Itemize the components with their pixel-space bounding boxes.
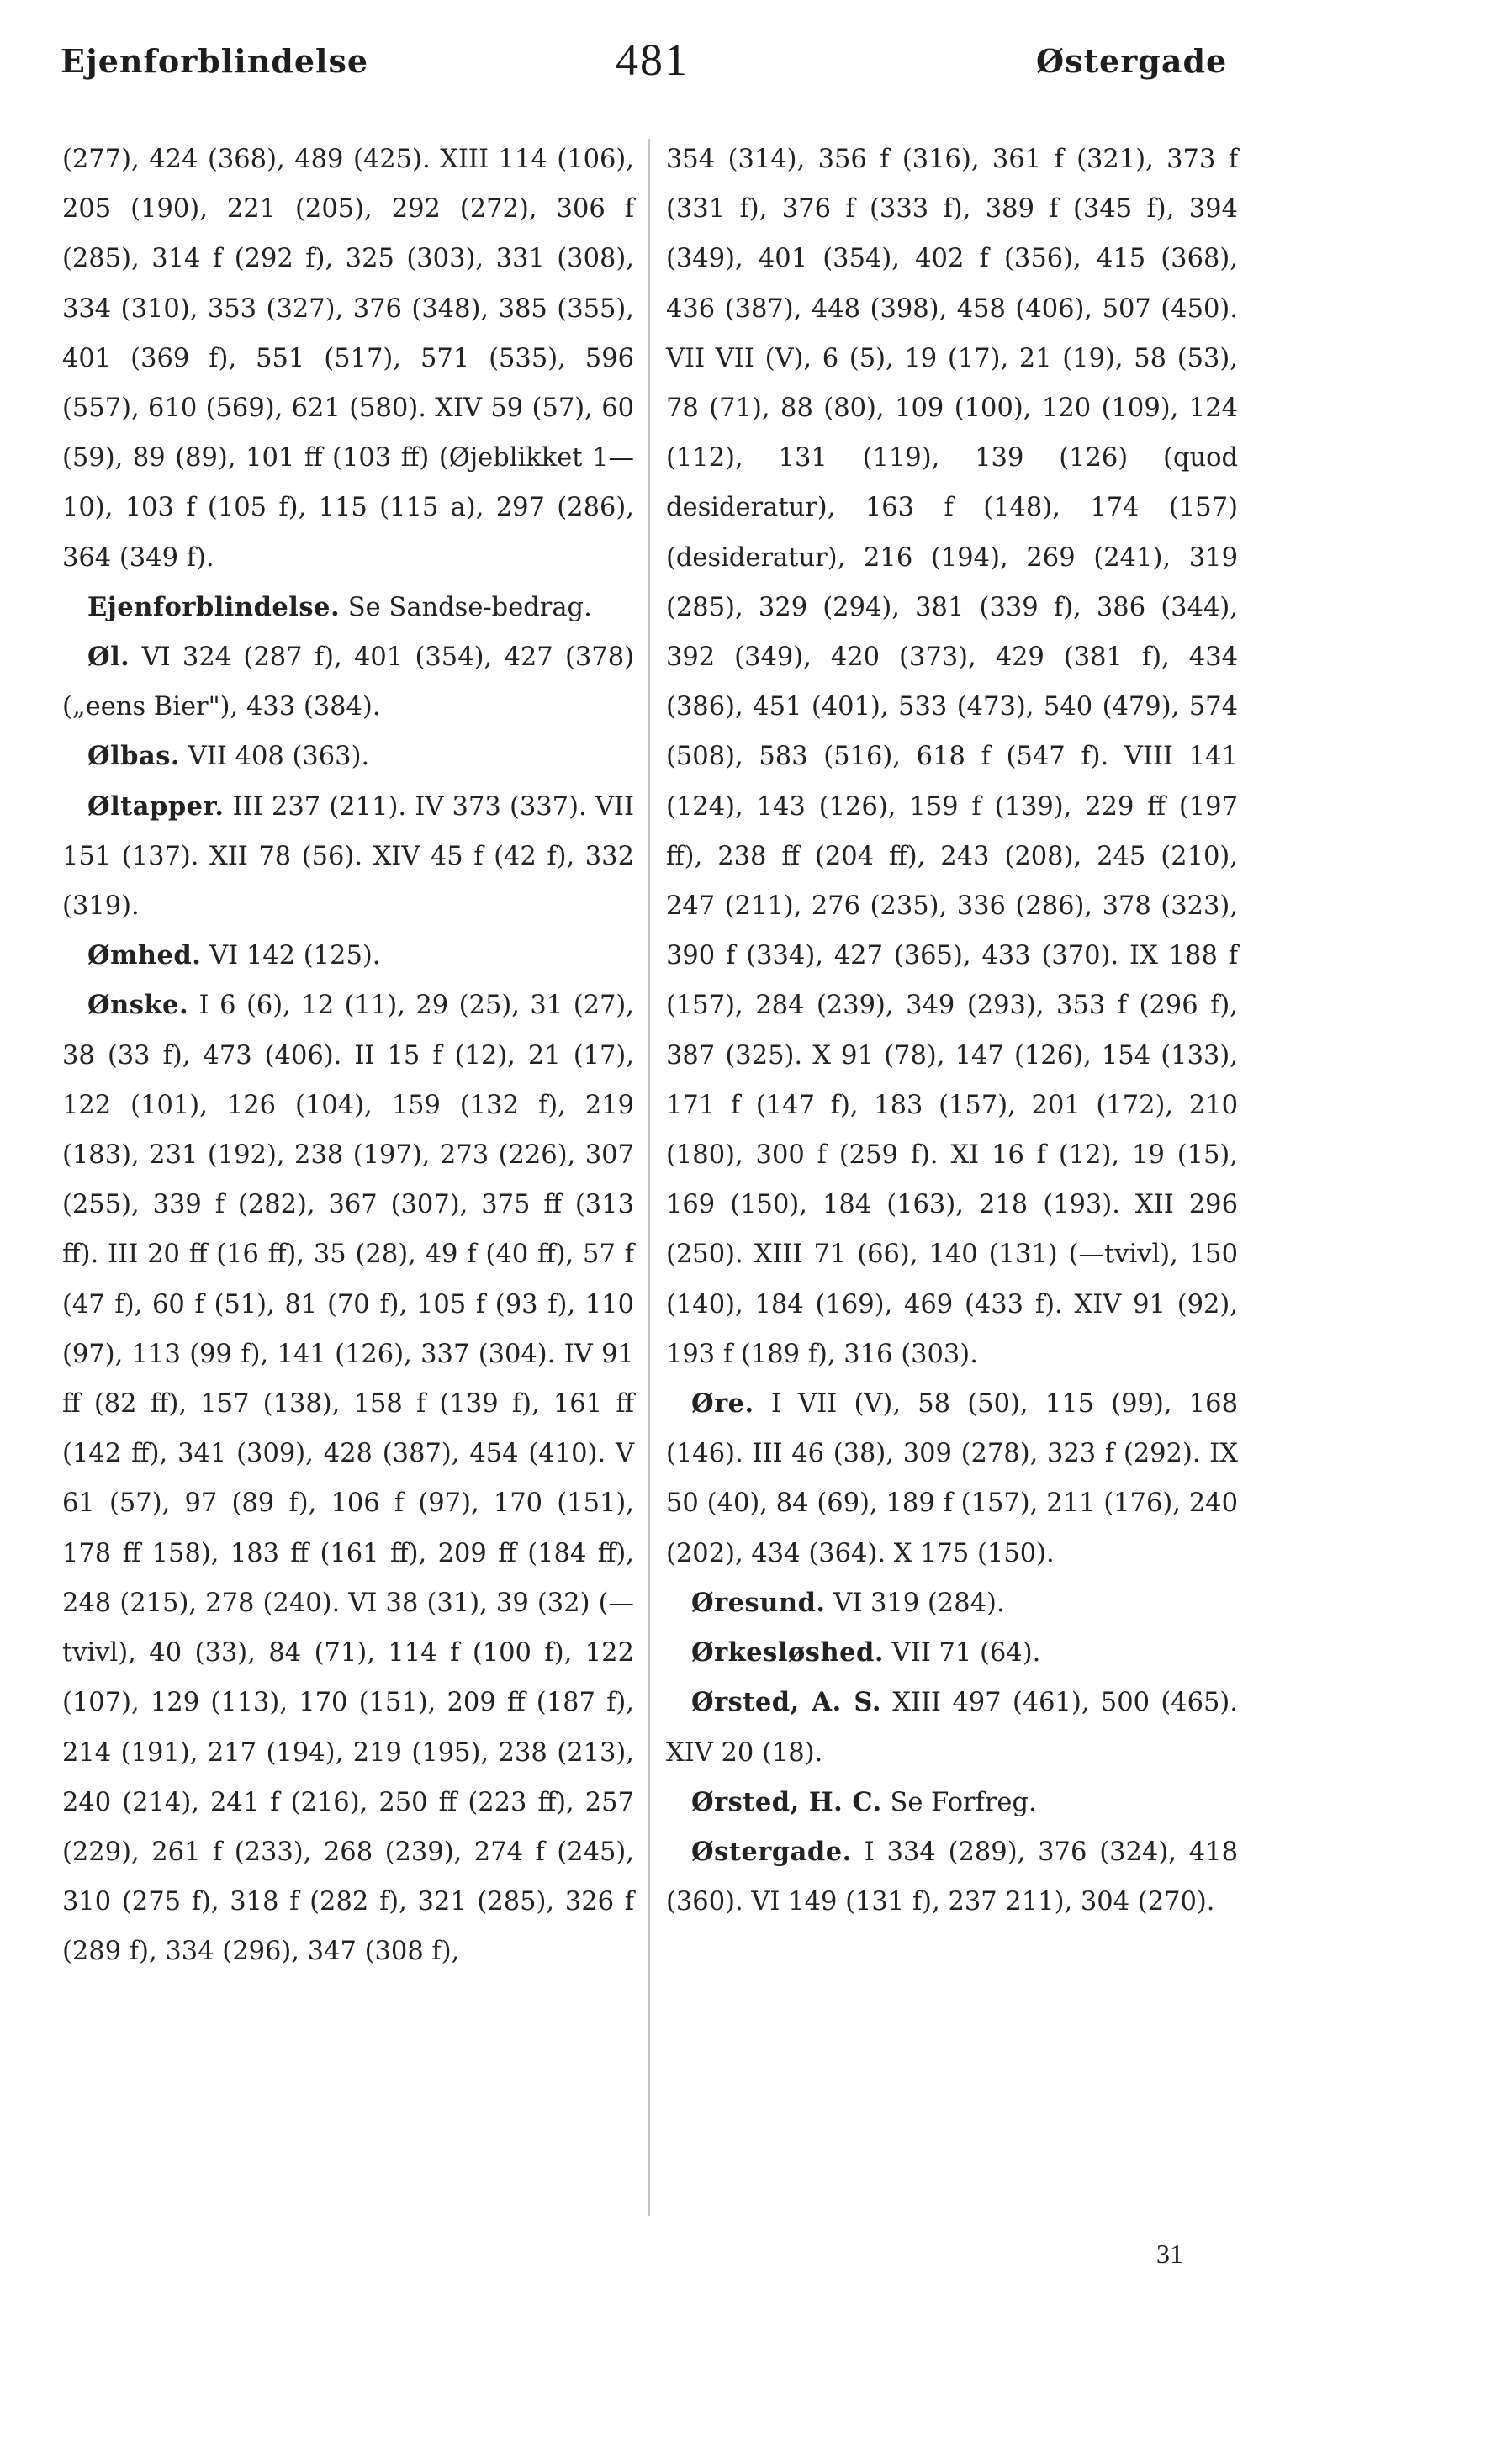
entry-headword: Øre. (691, 1388, 754, 1420)
entry-references: III 237 (211). IV 373 (337). VII 151 (137). XII 78 (56). XIV 45 f (42 f), 332 (319). (62, 791, 634, 922)
entry-references: VI 319 (284). (825, 1588, 1005, 1618)
index-entry (666, 1678, 1238, 1777)
index-entry (666, 1578, 1238, 1628)
index-entry (62, 782, 634, 932)
right-column (666, 135, 1238, 1927)
entry-references: 354 (314), 356 f (316), 361 f (321), 373 f (331 f), 376 f (333 f), 389 f (345 f), 394 (349), 401 (354), 402 f (356), 415 (368), 436 (387), 448 (398), 458 (406), 507 (450). VII VII (V), 6 (5), 19 (17), 21 (19), 58 (53), 78 (71), 88 (80), 109 (100), 120 (109), 124 (112), 131 (119), 139 (126) (quod desideratur), 163 f (148), 174 (157) (desideratur), 216 (194), 269 (241), 319 (285), 329 (294), 381 (339 f), 386 (344), 392 (349), 420 (373), 429 (381 f), 434 (386), 451 (401), 533 (473), 540 (479), 574 (508), 583 (516), 618 f (547 f). VIII 141 (124), 143 (126), 159 f (139), 229 ff (197 ff), 238 ff (204 ff), 243 (208), 245 (210), 247 (211), 276 (235), 336 (286), 378 (323), 390 f (334), 427 (365), 433 (370). IX 188 f (157), 284 (239), 349 (293), 353 f (296 f), 387 (325). X 91 (78), 147 (126), 154 (133), 171 f (147 f), 183 (157), 201 (172), 210 (180), 300 f (259 f). XI 16 f (12), 19 (15), 169 (150), 184 (163), 218 (193). XII 296 (250). XIII 71 (66), 140 (131) (—tvivl), 150 (140), 184 (169), 469 (433 f). XIV 91 (92), 193 f (189 f), 316 (303). (666, 145, 1238, 1369)
entry-references: VII 71 (64). (883, 1638, 1041, 1668)
entry-headword: Øresund. (691, 1587, 826, 1618)
entry-references: I 6 (6), 12 (11), 29 (25), 31 (27), 38 (33 f), 473 (406). II 15 f (12), 21 (17), 122 (101), 126 (104), 159 (132 f), 219 (183), 231 (192), 238 (197), 273 (226), 307 (255), 339 f (282), 367 (307), 375 ff (313 ff). III 20 ff (16 ff), 35 (28), 49 f (40 ff), 57 f (47 f), 60 f (51), 81 (70 f), 105 f (93 f), 110 (97), 113 (99 f), 141 (126), 337 (304). IV 91 ff (82 ff), 157 (138), 158 f (139 f), 161 ff (142 ff), 341 (309), 428 (387), 454 (410). V 61 (57), 97 (89 f), 106 f (97), 170 (151), 178 ff 158), 183 ff (161 ff), 209 ff (184 ff), 248 (215), 278 (240). VI 38 (31), 39 (32) (—tvivl), 40 (33), 84 (71), 114 f (100 f), 122 (107), 129 (113), 170 (151), 209 ff (187 f), 214 (191), 217 (194), 219 (195), 238 (213), 240 (214), 241 f (216), 250 ff (223 ff), 257 (229), 261 f (233), 268 (239), 274 f (245), 310 (275 f), 318 f (282 f), 321 (285), 326 f (289 f), 334 (296), 347 (308 f), (62, 991, 634, 1967)
index-entry (62, 632, 634, 732)
index-entry (666, 1827, 1238, 1927)
entry-references: (277), 424 (368), 489 (425). XIII 114 (106), 205 (190), 221 (205), 292 (272), 306 f (285), 314 f (292 f), 325 (303), 331 (308), 334 (310), 353 (327), 376 (348), 385 (355), 401 (369 f), 551 (517), 571 (535), 596 (557), 610 (569), 621 (580). XIV 59 (57), 60 (59), 89 (89), 101 ff (103 ff) (Øjeblikket 1—10), 103 f (105 f), 115 (115 a), 297 (286), 364 (349 f). (62, 145, 634, 573)
entry-headword: Ønske. (87, 990, 189, 1021)
entry-references: I 334 (289), 376 (324), 418 (360). VI 149 (131 f), 237 211), 304 (270). (666, 1837, 1238, 1917)
index-entry (666, 1628, 1238, 1678)
entry-references: XIII 497 (461), 500 (465). XIV 20 (18). (666, 1688, 1238, 1768)
header-left-catchword: Ejenforblindelse (61, 42, 369, 80)
entry-headword: Ømhed. (87, 940, 202, 971)
running-header (61, 34, 1238, 93)
index-entry (62, 135, 634, 583)
entry-references: VII 408 (363). (180, 742, 370, 772)
entry-headword: Ejenforblindelse. (87, 591, 341, 622)
index-entry (666, 1778, 1238, 1827)
column-divider (648, 139, 650, 2216)
entry-references: VI 142 (125). (201, 941, 381, 971)
header-right-catchword: Østergade (1036, 42, 1228, 80)
entry-headword: Ørsted, H. C. (691, 1786, 882, 1817)
index-entry (666, 135, 1238, 1379)
entry-headword: Østergade. (691, 1836, 852, 1867)
entry-headword: Ørkesløshed. (691, 1637, 884, 1668)
index-entry (62, 732, 634, 781)
left-column (62, 135, 634, 1977)
entry-references: Se Forfreg. (881, 1787, 1037, 1817)
entry-headword: Ørsted, A. S. (691, 1687, 881, 1718)
entry-headword: Øl. (87, 642, 130, 673)
index-entry (666, 1379, 1238, 1578)
entry-references: VI 324 (287 f), 401 (354), 427 (378) („eens Bier"), 433 (384). (62, 642, 634, 722)
page-signature: 31 (1156, 2239, 1183, 2269)
index-entry (62, 981, 634, 1976)
entry-headword: Øltapper. (87, 790, 225, 822)
index-entry (62, 931, 634, 981)
header-page-number: 481 (616, 34, 689, 85)
entry-headword: Ølbas. (87, 741, 181, 772)
index-entry (62, 583, 634, 632)
entry-references: Se Sandse-bedrag. (340, 592, 592, 622)
entry-references: I VII (V), 58 (50), 115 (99), 168 (146). III 46 (38), 309 (278), 323 f (292). IX 50 (40), 84 (69), 189 f (157), 211 (176), 240 (202), 434 (364). X 175 (150). (666, 1389, 1238, 1568)
